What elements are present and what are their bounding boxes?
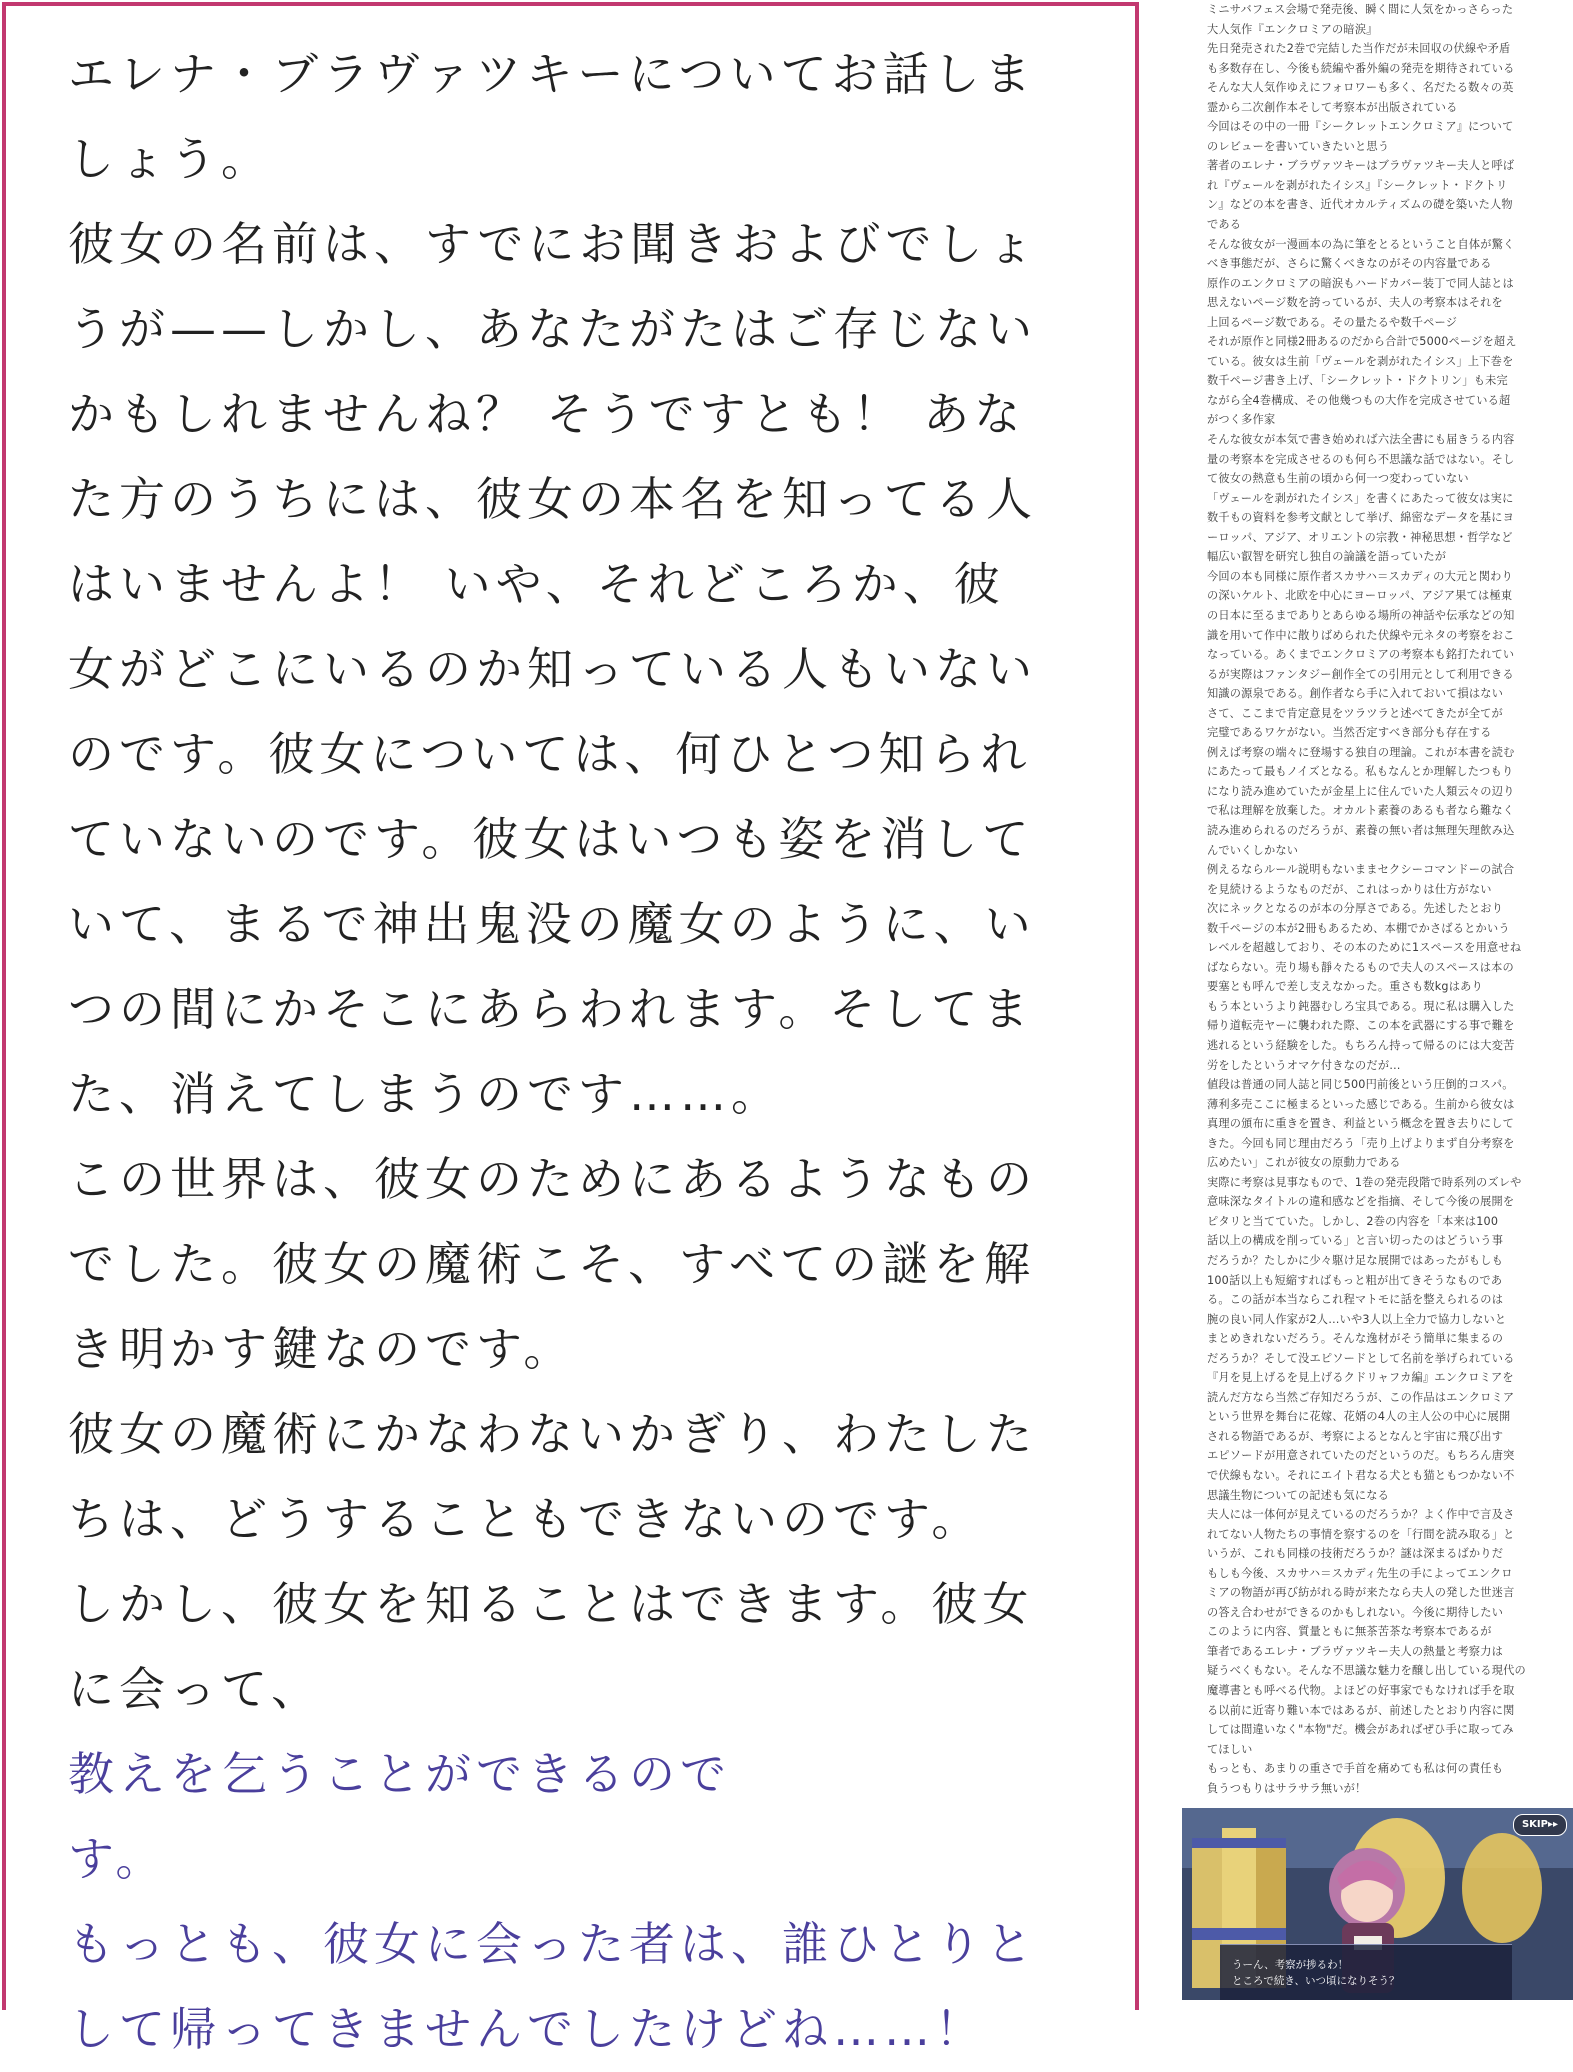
review-line: 例えるならルール説明もないままセクシーコマンドーの試合 <box>1207 863 1515 877</box>
review-line: れてない人物たちの事情を察するのを「行間を読み取る」と <box>1207 1527 1515 1541</box>
review-line: きた。今回も同じ理由だろう「売り上げよりまず自分考察を <box>1207 1136 1515 1150</box>
review-line: だろうか？たしかに少々駆け足な展開ではあったがもしも <box>1207 1254 1503 1267</box>
story-line: いて、まるで神出鬼没の魔女のように、い <box>68 897 1036 951</box>
story-line: エレナ・ブラヴァツキーについてお話しま <box>68 47 1036 101</box>
game-screenshot <box>1182 1808 1573 2000</box>
review-line: ばならない。売り場も靜々たるもので夫人のスペースは本の <box>1207 960 1514 974</box>
review-line: 疑うべくもない。そんな不思議な魅力を醸し出している現代の <box>1207 1664 1526 1678</box>
review-line: ミアの物語が再び紡がれる時が来たなら夫人の発した世迷言 <box>1207 1586 1515 1600</box>
review-line: を見続けるようなものだが、これはっかりは仕方がない <box>1207 882 1492 896</box>
review-line: そんな彼女が本気で書き始めれば六法全書にも届きうる内容 <box>1207 433 1515 447</box>
story-text-panel <box>2 2 1139 2056</box>
review-line: である <box>1207 218 1242 232</box>
review-line: べき事態だが、さらに驚くべきなのがその内容量である <box>1207 257 1492 271</box>
story-line: ていないのです。彼女はいつも姿を消して <box>68 812 1034 866</box>
review-line: このように内容、質量ともに無茶苦茶な考察本であるが <box>1207 1625 1492 1639</box>
review-line: 幅広い叡智を研究し独自の論議を語っていたが <box>1207 550 1447 564</box>
review-line: も多数存在し、今後も続編や番外編の発売を期待されている <box>1207 61 1515 75</box>
review-line: がつく多作家 <box>1207 413 1276 427</box>
story-line: 教えを乞うことができるので <box>68 1747 731 1801</box>
review-line: 読み進められるのだろうが、素養の無い者は無理矢理飲み込 <box>1207 823 1515 837</box>
review-line: にあたって最もノイズとなる。私もなんとか理解したつもり <box>1207 765 1514 779</box>
review-line: 夫人には一体何が見えているのだろうか？よく作中で言及さ <box>1207 1508 1515 1522</box>
review-line: レベルを超越しており、その本のために1スペースを用意せね <box>1207 941 1522 955</box>
review-line: てほしい <box>1207 1742 1253 1756</box>
story-line: しかし、彼女を知ることはできます。彼女 <box>68 1577 1034 1631</box>
review-line: 魔導書とも呼べる代物。よほどの好事家でもなければ手を取 <box>1207 1684 1515 1698</box>
review-line: 腕の良い同人作家が2人…いや3人以上全力で協力しないと <box>1207 1312 1507 1326</box>
dialogue-line: ところで続き、いつ頃になりそう？ <box>1232 1975 1400 1987</box>
review-line: そんな彼女が一漫画本の為に筆をとるということ自体が驚く <box>1207 237 1515 251</box>
review-line: 『月を見上げるを見上げるクドリャフカ編』エンクロミアを <box>1207 1371 1514 1385</box>
story-line: た、消えてしまうのです……。 <box>68 1067 782 1121</box>
review-line: という世界を舞台に花嫁、花婿の4人の主人公の中心に展開 <box>1207 1410 1511 1424</box>
review-line: る。この話が本当ならこれ程マトモに話を整えられるのは <box>1207 1293 1504 1307</box>
review-line: 例えば考察の端々に登場する独自の理論。これが本書を読む <box>1207 745 1515 759</box>
review-line: なっている。あくまでエンクロミアの考察本も銘打たれてい <box>1207 648 1515 662</box>
dialogue-line: うーん、考察が捗るわ！ <box>1232 1959 1349 1971</box>
review-line: 知識の源泉である。創作者なら手に入れておいて損はない <box>1207 687 1504 701</box>
review-text <box>1207 0 1547 1798</box>
review-line: ン』などの本を書き、近代オカルティズムの礎を築いた人物 <box>1207 198 1513 212</box>
review-line: 今回の本も同様に原作者スカサハ＝スカディの大元と関わり <box>1207 569 1513 583</box>
review-line: 大人気作『エンクロミアの暗涙』 <box>1207 22 1378 36</box>
review-line: ている。彼女は生前「ヴェールを剥がれたイシス」上下巻を <box>1207 354 1514 368</box>
story-text <box>68 32 1091 2072</box>
review-line: される物語であるが、考察によるとなんと宇宙に飛び出す <box>1207 1429 1504 1443</box>
review-line: 「ヴェールを剥がれたイシス」を書くにあたって彼女は実に <box>1207 491 1514 505</box>
review-line: ピタリと当てていた。しかし、2巻の内容を「本来は100 <box>1207 1214 1499 1228</box>
review-line: 今回はその中の一冊『シークレットエンクロミア』について <box>1207 120 1514 134</box>
review-line: んでいくしかない <box>1207 843 1299 857</box>
review-line: になり読み進めていたが金星上に住んでいた人類云々の辺り <box>1207 784 1515 798</box>
review-line: 著者のエレナ・ブラヴァツキーはブラヴァツキー夫人と呼ば <box>1207 159 1515 173</box>
review-line: もしも今後、スカサハ＝スカディ先生の手によってエンクロ <box>1207 1566 1513 1580</box>
review-line: 思議生物についての記述も気になる <box>1207 1488 1389 1502</box>
review-line: 真理の頒布に重きを置き、利益という概念を置き去りにして <box>1207 1117 1515 1131</box>
story-line: き明かす鍵なのです。 <box>68 1322 575 1376</box>
review-line: るが実際はファンタジー創作全ての引用元として利用できる <box>1207 667 1514 681</box>
review-line: の答え合わせができるのかもしれない。今後に期待したい <box>1207 1605 1504 1619</box>
review-line: 労をしたというオマケ付きなのだが… <box>1207 1058 1401 1072</box>
story-line: しょう。 <box>68 132 272 186</box>
review-line: ミニサバフェス会場で発売後、瞬く間に人気をかっさらった <box>1207 3 1514 16</box>
review-line: 負うつもりはサラサラ無いが！ <box>1207 1781 1367 1795</box>
review-line: もっとも、あまりの重さで手首を痛めても私は何の責任も <box>1207 1762 1504 1776</box>
review-line: 霊から二次創作本そして考察本が出版されている <box>1207 100 1458 114</box>
review-line: 先日発売された2巻で完結した当作だが未回収の伏線や矛盾 <box>1207 42 1511 56</box>
review-line: しては間違いなく"本物"だ。機会があればぜひ手に取ってみ <box>1207 1723 1514 1737</box>
review-line: 思えないページ数を誇っているが、夫人の考察本はそれを <box>1207 296 1503 310</box>
review-line: 要塞とも呼んで差し支えなかった。重さも数kgはあり <box>1207 980 1483 994</box>
story-line: 女がどこにいるのか知っている人もいない <box>68 642 1037 696</box>
review-line: 識を用いて作中に散りばめられた伏線や元ネタの考察をおこ <box>1207 628 1515 642</box>
review-line: 実際に考察は見事なもので、1巻の発売段階で時系列のズレや <box>1207 1175 1522 1189</box>
review-line: 次にネックとなるのが本の分厚さである。先述したとおり <box>1207 902 1504 916</box>
review-line: で伏線もない。それにエイト君なる犬とも猫ともつかない不 <box>1207 1469 1515 1483</box>
review-line: て彼女の熱意も生前の頃から何一つ変わっていない <box>1207 472 1469 486</box>
story-line: 彼女の名前は、すでにお聞きおよびでしょ <box>68 217 1039 271</box>
review-line: の深いケルト、北欧を中心にヨーロッパ、アジア果ては極東 <box>1207 589 1513 603</box>
review-line: まとめきれないだろう。そんな逸材がそう簡単に集まるの <box>1207 1332 1504 1346</box>
review-line: ーロッパ、アジア、オリエントの宗教・神秘思想・哲学など <box>1207 530 1513 544</box>
review-line: もう本というより鈍器むしろ宝具である。現に私は購入した <box>1207 999 1515 1013</box>
review-line: 量の考察本を完成させるのも何ら不思議な話ではない。そし <box>1207 452 1515 466</box>
review-line: 値段は普通の同人誌と同じ500円前後という圧倒的コスパ。 <box>1207 1078 1514 1092</box>
review-line: さて、ここまで肯定意見をツラツラと述べてきたが全てが <box>1207 706 1503 720</box>
story-line: はいませんよ！ いや、それどころか、彼 <box>68 557 1005 611</box>
skip-button[interactable]: SKIP▸▸ <box>1513 1814 1567 1836</box>
review-line: で私は理解を放棄した。オカルト素養のあるも者なら難なく <box>1207 804 1515 818</box>
story-line: うが——しかし、あなたがたはご存じない <box>68 302 1037 356</box>
review-line: 逃れるという経験をした。もちろん持って帰るのには大変苦 <box>1207 1038 1515 1052</box>
review-line: れ『ヴェールを剥がれたイシス』『シークレット・ドクトリ <box>1207 178 1508 192</box>
story-line: のです。彼女については、何ひとつ知られ <box>68 727 1032 781</box>
review-line: のレビューを書いていきたいと思う <box>1207 139 1390 153</box>
review-line: 帰り道転売ヤーに襲われた際、この本を武器にする事で難を <box>1207 1019 1515 1033</box>
review-line: そんな大人気作ゆえにフォロワーも多く、名だたる数々の英 <box>1207 81 1514 95</box>
story-line: して帰ってきませんでしたけどね……！ <box>68 2002 986 2056</box>
review-line: 数千もの資料を参考文献として挙げ、綿密なデータを基にヨ <box>1207 511 1515 525</box>
story-line: でした。彼女の魔術こそ、すべての謎を解 <box>68 1237 1036 1291</box>
review-line: 筆者であるエレナ・ブラヴァツキー夫人の熱量と考察力は <box>1207 1644 1503 1658</box>
story-line: もっとも、彼女に会った者は、誰ひとりと <box>68 1917 1037 1971</box>
story-line: 彼女の魔術にかなわないかぎり、わたした <box>68 1407 1037 1461</box>
review-line: エピソードが用意されていたのだというのだ。もちろん唐突 <box>1207 1449 1515 1463</box>
story-line: この世界は、彼女のためにあるようなもの <box>68 1152 1037 1206</box>
review-line: の日本に至るまでありとあらゆる場所の神話や伝承などの知 <box>1207 608 1515 622</box>
review-line: 100話以上も短縮すればもっと粗が出てきそうなものであ <box>1207 1273 1503 1287</box>
story-line: ちは、どうすることもできないのです。 <box>68 1492 983 1546</box>
review-line: 話以上の構成を削っている」と言い切ったのはどういう事 <box>1207 1234 1504 1248</box>
review-line: 上回るページ数である。その量たるや数千ページ <box>1207 315 1458 329</box>
review-line: 薄利多売ここに極まるといった感じである。生前から彼女は <box>1207 1097 1515 1111</box>
story-line: に会って、 <box>68 1662 323 1716</box>
review-line: 読んだ方なら当然ご存知だろうが、この作品はエンクロミア <box>1207 1390 1515 1404</box>
review-column <box>1207 0 1547 1806</box>
review-line: 広めたい」これが彼女の原動力である <box>1207 1156 1401 1170</box>
review-line: いうが、これも同様の技術だろうか？謎は深まるばかりだ <box>1207 1547 1504 1561</box>
story-line: かもしれませんね？ そうですとも！ あな <box>68 387 1026 441</box>
review-line: ながら全4巻構成、その他幾つもの大作を完成させている超 <box>1207 393 1511 407</box>
review-line: る以前に近寄り難い本ではあるが、前述したとおり内容に関 <box>1207 1703 1515 1717</box>
review-line: 原作のエンクロミアの暗涙もハードカバー装丁で同人誌とは <box>1207 276 1514 290</box>
review-line: 数千ページ書き上げ、「シークレット・ドクトリン」も未完 <box>1207 374 1508 388</box>
review-line: だろうか？そして没エピソードとして名前を挙げられている <box>1207 1351 1515 1365</box>
review-line: 完璧であるワケがない。当然否定すべき部分も存在する <box>1207 726 1492 740</box>
review-line: 意味深なタイトルの違和感などを指摘、そして今後の展開を <box>1207 1195 1515 1209</box>
story-line: す。 <box>68 1832 167 1886</box>
dialogue-box[interactable] <box>1220 1944 1512 2000</box>
story-line: た方のうちには、彼女の本名を知ってる人 <box>68 472 1037 526</box>
review-line: 数千ページの本が2冊もあるため、本棚でかさばるとかいう <box>1207 921 1510 935</box>
review-line: それが原作と同様2冊あるのだから合計で5000ページを超え <box>1207 335 1517 349</box>
story-line: つの間にかそこにあらわれます。そしてま <box>68 982 1034 1036</box>
